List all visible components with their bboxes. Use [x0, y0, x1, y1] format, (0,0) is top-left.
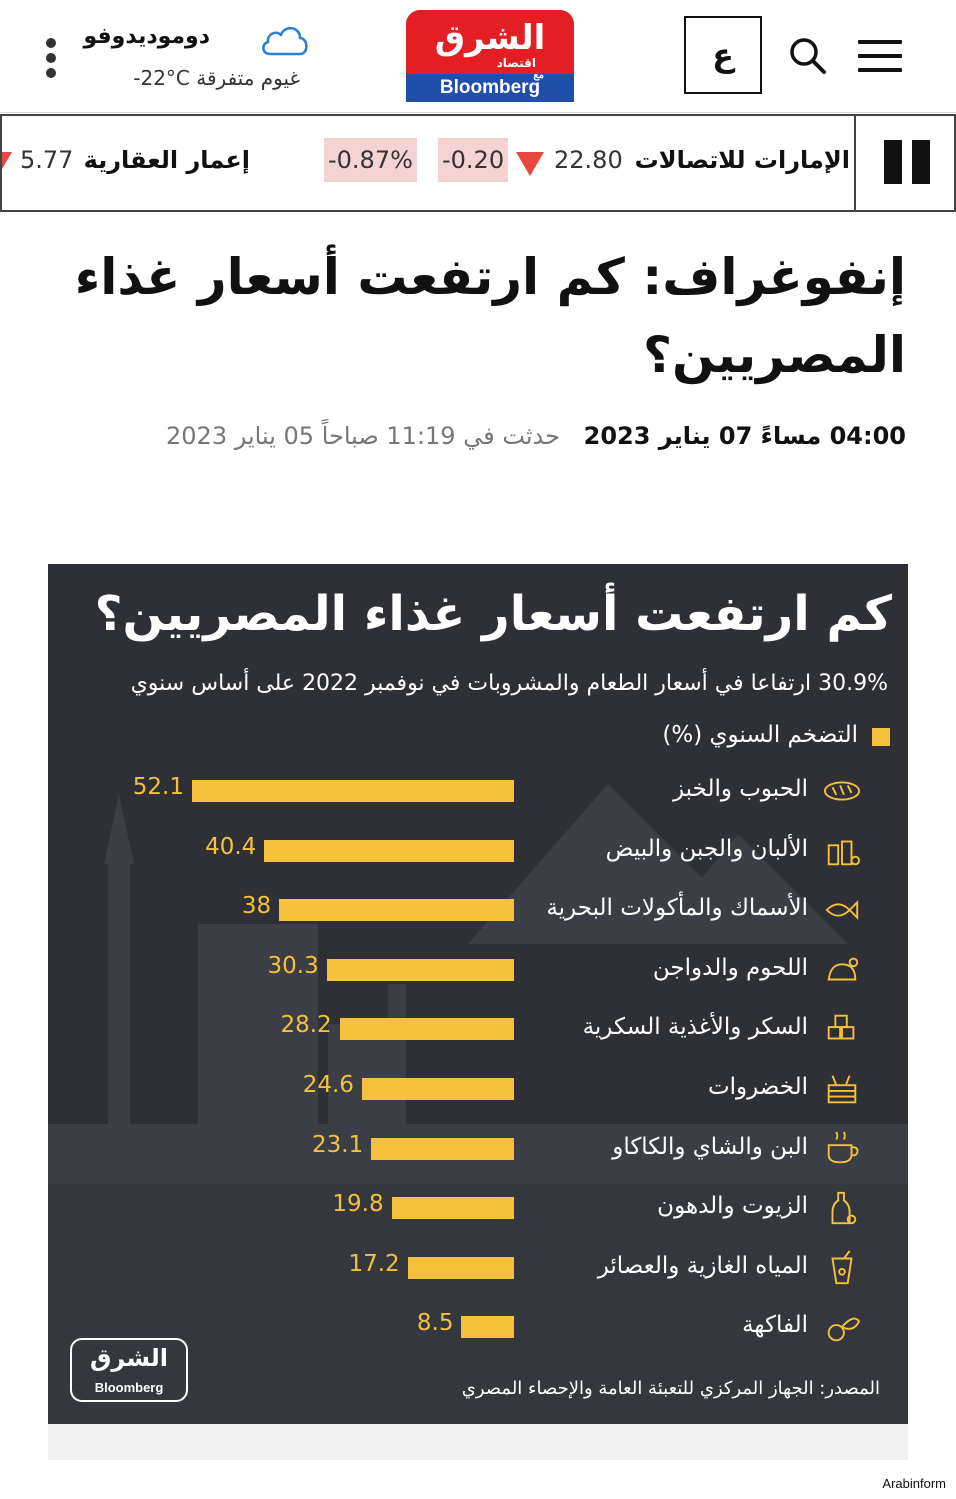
- legend-swatch: [872, 728, 890, 746]
- chart-legend: [630, 722, 890, 752]
- bar: [362, 1078, 514, 1100]
- bar-category-label: الفاكهة: [742, 1312, 808, 1339]
- ticker-item-change: -0.20: [438, 138, 508, 182]
- bar-row: [48, 1068, 908, 1118]
- infographic-chart[interactable]: [48, 564, 908, 1424]
- hamburger-menu-icon[interactable]: [856, 38, 904, 74]
- language-switch-button[interactable]: ع: [684, 16, 762, 94]
- search-icon[interactable]: [786, 34, 830, 78]
- pause-icon[interactable]: [854, 116, 956, 210]
- bar-value-label: 24.6: [302, 1072, 354, 1098]
- bar-row: [48, 1128, 908, 1178]
- bar-value-label: 30.3: [267, 952, 319, 979]
- bar-value-label: 8.5: [416, 1310, 454, 1337]
- bar-value-label: 19.8: [332, 1191, 384, 1218]
- article-meta: [60, 422, 906, 462]
- down-arrow-icon: [516, 152, 544, 176]
- bar-category-label: الزيوت والدهون: [657, 1193, 808, 1220]
- infographic-logo: الشرق Bloomberg: [70, 1338, 188, 1402]
- bar-row: [48, 889, 908, 939]
- bar: [408, 1257, 514, 1279]
- cloud-icon: [258, 20, 312, 60]
- article-headline: إنفوغراف: كم ارتفعت أسعار غذاء المصريين؟: [74, 248, 906, 384]
- published-date: 04:00 مساءً 07 يناير 2023: [583, 422, 906, 450]
- bar-row: [48, 949, 908, 999]
- bar-row: [48, 1008, 908, 1058]
- bar-value-label: 40.4: [205, 833, 257, 860]
- watermark: Arabinform: [882, 1476, 946, 1491]
- ticker-item-price: 22.80: [554, 146, 623, 174]
- bar: [392, 1197, 514, 1219]
- ticker-item-name[interactable]: الإمارات للاتصالات: [634, 146, 850, 174]
- bar-value-label: 52.1: [132, 774, 184, 800]
- updated-date: حدثت في 11:19 صباحاً 05 يناير 2023: [166, 422, 560, 450]
- bar-value-label: 17.2: [348, 1250, 400, 1277]
- bar-category-label: الأسماك والمأكولات البحرية: [546, 895, 808, 922]
- sugar-cubes-icon: [820, 1010, 864, 1048]
- bar: [279, 899, 514, 921]
- bar-category-label: البن والشاي والكاكاو: [612, 1133, 808, 1160]
- bar: [192, 780, 514, 802]
- bread-icon: [820, 772, 864, 810]
- bar-category-label: اللحوم والدواجن: [652, 954, 808, 981]
- bar-row: [48, 830, 908, 880]
- bar-category-label: المياه الغازية والعصائر: [597, 1252, 808, 1279]
- bar-category-label: الألبان والجبن والبيض: [605, 835, 808, 862]
- bar-category-label: السكر والأغذية السكرية: [582, 1014, 808, 1041]
- bar-category-label: الحبوب والخبز: [672, 776, 808, 802]
- weather-description: غيوم متفرقة -22°C: [133, 66, 300, 90]
- ticker-item-name[interactable]: إعمار العقارية: [83, 146, 250, 174]
- fish-icon: [820, 891, 864, 929]
- bar-value-label: 28.2: [280, 1012, 332, 1039]
- bar: [340, 1018, 514, 1040]
- bar: [371, 1138, 514, 1160]
- ticker-item-price: 5.77: [20, 146, 74, 174]
- bar-category-label: الخضروات: [707, 1074, 808, 1100]
- weather-city: دوموديدوفو: [83, 24, 210, 49]
- legend-label: التضخم السنوي (%): [662, 722, 858, 748]
- more-options-icon[interactable]: [42, 38, 60, 78]
- down-arrow-icon: [0, 152, 12, 176]
- dairy-icon: [820, 832, 864, 870]
- bar-value-label: 38: [241, 893, 272, 920]
- infographic-title: كم ارتفعت أسعار غذاء المصريين؟: [94, 586, 892, 642]
- bar: [327, 959, 514, 981]
- market-ticker: [0, 114, 956, 212]
- chicken-icon: [820, 951, 864, 989]
- bar-row: [48, 1247, 908, 1297]
- bar-row: [48, 1187, 908, 1237]
- infographic-subtitle: 30.9% ارتفاعا في أسعار الطعام والمشروبات في نوفمبر 2022 على أساس سنوي: [130, 671, 888, 696]
- chart-source: المصدر: الجهاز المركزي للتعبئة العامة والإحصاء المصري: [461, 1378, 880, 1399]
- ticker-item-change-percent: -0.87%: [324, 138, 417, 182]
- asharq-bloomberg-logo[interactable]: الشرق اقتصاد مع Bloomberg: [406, 10, 574, 102]
- infographic-container: [48, 564, 908, 1460]
- juice-glass-icon: [820, 1249, 864, 1287]
- bar: [461, 1316, 514, 1338]
- weather-widget[interactable]: [83, 20, 320, 100]
- bar-value-label: 23.1: [312, 1131, 364, 1158]
- coffee-cup-icon: [820, 1130, 864, 1168]
- top-header: [0, 0, 956, 113]
- vegetable-crate-icon: [820, 1070, 864, 1108]
- bar: [264, 840, 514, 862]
- fruit-icon: [820, 1308, 864, 1346]
- bar-row: [48, 770, 908, 820]
- oil-bottle-icon: [820, 1189, 864, 1227]
